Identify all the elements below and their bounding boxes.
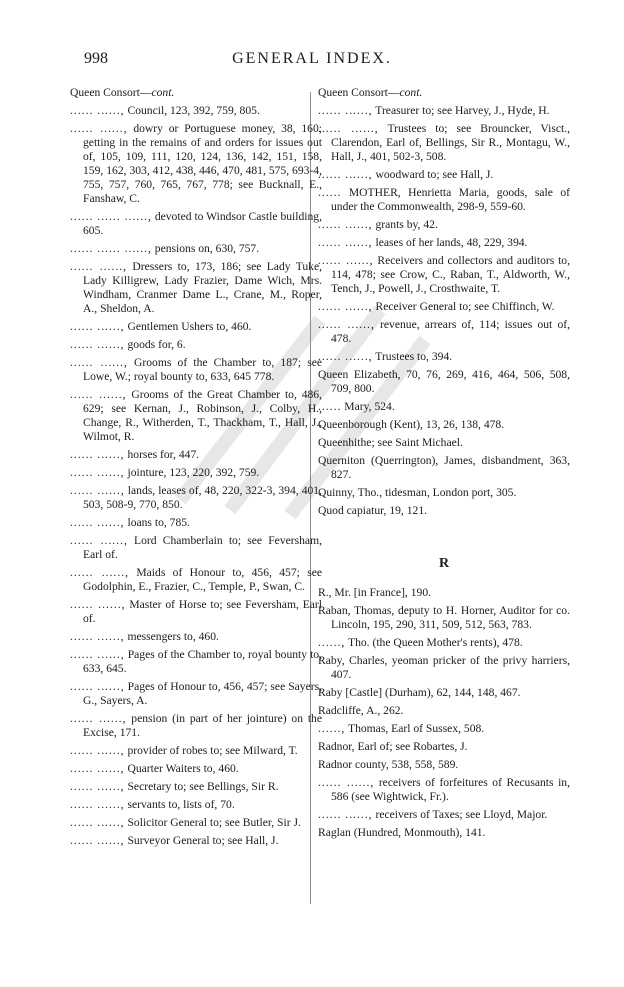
entry-ditto-leader: ...... ......, — [70, 484, 125, 497]
index-entry — [318, 686, 570, 700]
entry-text: Queen Elizabeth, 70, 76, 269, 416, 464, 506, 508, 709, 800. — [318, 368, 570, 395]
index-entry — [318, 808, 570, 822]
index-entry — [70, 484, 322, 512]
index-entry — [318, 654, 570, 682]
entry-ditto-leader: ...... ......, — [70, 388, 127, 401]
index-entry — [70, 744, 322, 758]
index-entry — [70, 762, 322, 776]
entry-ditto-leader: ...... ......, — [318, 776, 375, 789]
index-entry — [70, 798, 322, 812]
index-entry — [70, 122, 322, 206]
index-entry — [70, 648, 322, 676]
entry-text: Surveyor General to; see Hall, J. — [124, 834, 279, 847]
index-entry — [318, 436, 570, 450]
entry-ditto-leader: ...... ......, — [70, 648, 125, 661]
entry-text: Queenhithe; see Saint Michael. — [318, 436, 463, 449]
entry-ditto-leader: ...... ......, — [70, 566, 130, 579]
entry-text: provider of robes to; see Milward, T. — [124, 744, 298, 757]
entry-ditto-leader: ...... ......, — [70, 534, 128, 547]
entry-ditto-leader: ...... ......, — [70, 320, 125, 333]
entry-text: Querniton (Querrington), James, disbandment, 363, 827. — [318, 454, 570, 481]
index-entry — [318, 400, 570, 414]
entry-text: Radcliffe, A., 262. — [318, 704, 404, 717]
entry-ditto-leader: ...... ......, — [318, 254, 374, 267]
index-entry — [318, 454, 570, 482]
entry-ditto-leader: ...... — [318, 400, 342, 413]
entry-text: Quinny, Tho., tidesman, London port, 305. — [318, 486, 517, 499]
index-entry — [70, 260, 322, 316]
entry-ditto-leader: ...... ......, — [70, 516, 125, 529]
index-entry — [318, 318, 570, 346]
entry-text: Raby, Charles, yeoman pricker of the privy harriers, 407. — [318, 654, 570, 681]
entry-text: Receiver General to; see Chiffinch, W. — [372, 300, 555, 313]
index-entry — [70, 320, 322, 334]
index-entry — [70, 834, 322, 848]
index-entry — [318, 722, 570, 736]
entry-ditto-leader: ...... ......, — [70, 680, 125, 693]
index-entry — [70, 534, 322, 562]
page-number: 998 — [84, 50, 108, 67]
entry-ditto-leader: ...... ......, — [70, 834, 125, 847]
entry-ditto-leader: ......, — [318, 722, 346, 735]
entry-text: Council, 123, 392, 759, 805. — [124, 104, 260, 117]
entry-text: messengers to, 460. — [124, 630, 219, 643]
continuation-heading: Queen Consort—cont. — [70, 86, 175, 99]
index-entry — [70, 448, 322, 462]
entry-text: loans to, 785. — [124, 516, 190, 529]
entry-ditto-leader: ...... ......, — [70, 630, 125, 643]
entry-text: Tho. (the Queen Mother's rents), 478. — [345, 636, 523, 649]
entry-text: leases of her lands, 48, 229, 394. — [372, 236, 528, 249]
entry-text: Trustees to, 394. — [372, 350, 453, 363]
index-entry — [70, 566, 322, 594]
entry-text: Raglan (Hundred, Monmouth), 141. — [318, 826, 486, 839]
entry-ditto-leader: ...... ......, — [318, 104, 373, 117]
index-entry — [318, 368, 570, 396]
entry-text: MOTHER, Henrietta Maria, goods, sale of under the Commonwealth, 298-9, 559-60. — [331, 186, 570, 213]
index-entry — [70, 210, 322, 238]
section-letter: R — [438, 556, 450, 571]
entry-ditto-leader: ...... ......, — [70, 104, 125, 117]
entry-text: Trustees to; see Brouncker, Visct., Clarendon, Earl of, Bellings, Sir R., Montagu, W., Hall, J., 401, 502-3, 508. — [331, 122, 571, 163]
entry-text: Maids of Honour to, 456, 457; see Godolphin, E., Frazier, C., Temple, P., Swan, C. — [83, 566, 322, 593]
entry-text: grants by, 42. — [372, 218, 438, 231]
entry-ditto-leader: ...... ......, — [70, 744, 125, 757]
entry-text: servants to, lists of, 70. — [124, 798, 235, 811]
index-entry — [318, 300, 570, 314]
entry-text: Pages of the Chamber to, royal bounty to, 633, 645. — [83, 648, 323, 675]
entry-ditto-leader: ...... ......, — [318, 350, 373, 363]
entry-ditto-leader: ...... ......, — [70, 260, 128, 273]
entry-ditto-leader: ...... ......, — [318, 236, 373, 249]
entry-ditto-leader: ...... ......, — [70, 816, 125, 829]
index-entry — [318, 418, 570, 432]
entry-text: receivers of Taxes; see Lloyd, Major. — [372, 808, 548, 821]
entry-ditto-leader: ...... ......, — [318, 218, 373, 231]
entry-ditto-leader: ...... ...... ......, — [70, 210, 152, 223]
right-column — [318, 86, 570, 844]
entry-text: Dressers to, 173, 186; see Lady Tuke, Lady Killigrew, Lady Frazier, Dame Wich, Mrs. Windham, Cranmer Dame L., Crane, M., Roper, A., Sheldon, A. — [83, 260, 323, 315]
entry-text: Lord Chamberlain to; see Feversham, Earl of. — [83, 534, 322, 561]
entry-ditto-leader: ...... ......, — [318, 168, 373, 181]
entry-ditto-leader: ...... ......, — [70, 122, 128, 135]
entry-text: lands, leases of, 48, 220, 322-3, 394, 401, 503, 508-9, 770, 850. — [83, 484, 323, 511]
entry-text: Solicitor General to; see Butler, Sir J. — [124, 816, 301, 829]
index-entry — [70, 338, 322, 352]
entry-ditto-leader: ...... — [318, 186, 342, 199]
running-head: GENERAL INDEX. — [232, 50, 392, 67]
index-entry — [70, 780, 322, 794]
entry-ditto-leader: ...... ......, — [318, 318, 375, 331]
entry-text: Treasurer to; see Harvey, J., Hyde, H. — [372, 104, 550, 117]
entry-ditto-leader: ...... ......, — [70, 598, 126, 611]
entry-text: Pages of Honour to, 456, 457; see Sayers, G., Sayers, A. — [83, 680, 322, 707]
index-entry — [70, 516, 322, 530]
entry-text: Grooms of the Chamber to, 187; see Lowe, W.; royal bounty to, 633, 645 778. — [83, 356, 322, 383]
index-entry — [70, 712, 322, 740]
index-entry — [318, 636, 570, 650]
index-entry — [318, 168, 570, 182]
entry-text: jointure, 123, 220, 392, 759. — [124, 466, 260, 479]
entry-text: R., Mr. [in France], 190. — [318, 586, 432, 599]
entry-ditto-leader: ...... ......, — [318, 300, 373, 313]
entry-ditto-leader: ...... ......, — [70, 356, 128, 369]
entry-text: Master of Horse to; see Feversham, Earl of. — [83, 598, 323, 625]
index-entry — [318, 604, 570, 632]
entry-text: woodward to; see Hall, J. — [372, 168, 494, 181]
index-entry — [70, 466, 322, 480]
entry-text: Raby [Castle] (Durham), 62, 144, 148, 467. — [318, 686, 521, 699]
entry-text: goods for, 6. — [124, 338, 186, 351]
entry-text: Radnor county, 538, 558, 589. — [318, 758, 459, 771]
entry-ditto-leader: ...... ......, — [318, 122, 379, 135]
entry-ditto-leader: ...... ......, — [318, 808, 373, 821]
index-entry — [318, 776, 570, 804]
entry-text: Thomas, Earl of Sussex, 508. — [345, 722, 485, 735]
entry-text: Quarter Waiters to, 460. — [124, 762, 239, 775]
entry-ditto-leader: ...... ......, — [70, 338, 125, 351]
index-entry — [70, 104, 322, 118]
entry-text: Quod capiatur, 19, 121. — [318, 504, 428, 517]
entry-text: Queenborough (Kent), 13, 26, 138, 478. — [318, 418, 505, 431]
index-entry — [70, 242, 322, 256]
entry-ditto-leader: ...... ......, — [70, 780, 125, 793]
index-entry — [318, 350, 570, 364]
entry-text: pensions on, 630, 757. — [151, 242, 260, 255]
index-entry — [318, 826, 570, 840]
entry-ditto-leader: ...... ...... ......, — [70, 242, 152, 255]
entry-text: Mary, 524. — [341, 400, 395, 413]
entry-text: Radnor, Earl of; see Robartes, J. — [318, 740, 468, 753]
entry-ditto-leader: ...... ......, — [70, 798, 125, 811]
index-entry — [318, 254, 570, 296]
entry-ditto-leader: ...... ......, — [70, 712, 127, 725]
index-entry — [70, 598, 322, 626]
entry-text: devoted to Windsor Castle building, 605. — [83, 210, 322, 237]
index-entry — [318, 704, 570, 718]
index-entry — [318, 486, 570, 500]
index-entry — [318, 218, 570, 232]
index-entry — [318, 586, 570, 600]
index-entry — [318, 122, 570, 164]
page-header — [0, 50, 624, 80]
index-entry — [70, 816, 322, 830]
index-entry — [70, 680, 322, 708]
entry-ditto-leader: ...... ......, — [70, 448, 125, 461]
entry-text: pension (in part of her jointure) on the Excise, 171. — [83, 712, 322, 739]
index-entry — [318, 104, 570, 118]
continuation-heading: Queen Consort—cont. — [318, 86, 423, 99]
index-entry — [318, 504, 570, 518]
index-entry — [70, 356, 322, 384]
entry-text: Grooms of the Great Chamber to, 486, 629; see Kernan, J., Robinson, J., Colby, H., Change, R., Witherden, T., Thackham, T., Hall, J., Wilmot, R. — [83, 388, 322, 443]
entry-ditto-leader: ...... ......, — [70, 762, 125, 775]
index-entry — [70, 630, 322, 644]
entry-text: Secretary to; see Bellings, Sir R. — [124, 780, 279, 793]
entry-ditto-leader: ......, — [318, 636, 346, 649]
entry-text: Receivers and collectors and auditors to, 114, 478; see Crow, C., Raban, T., Aldworth, W., Tench, J., Powell, J., Crosthwaite, T. — [331, 254, 570, 295]
index-entry — [318, 740, 570, 754]
entry-ditto-leader: ...... ......, — [70, 466, 125, 479]
entry-text: horses for, 447. — [124, 448, 200, 461]
entry-text: Raban, Thomas, deputy to H. Horner, Auditor for co. Lincoln, 195, 290, 311, 509, 512, 563, 783. — [318, 604, 570, 631]
index-entry — [318, 186, 570, 214]
index-entry — [318, 758, 570, 772]
entry-text: receivers of forfeitures of Recusants in, 586 (see Wightwick, Fr.). — [331, 776, 571, 803]
entry-text: Gentlemen Ushers to, 460. — [124, 320, 252, 333]
entry-text: revenue, arrears of, 114; issues out of, 478. — [331, 318, 571, 345]
index-entry — [318, 236, 570, 250]
index-entry — [70, 388, 322, 444]
left-column — [70, 86, 322, 852]
entry-text: dowry or Portuguese money, 38, 160; getting in the remains of and orders for issues out of, 105, 109, 111, 120, 124, 136, 142, 151, 158, 159, 162, 303, 412, 438, 446, 470, 481, 575, 693-4, 755, 757, 760, 765, 767, 778; see Bucknall, E., Fanshaw, C. — [83, 122, 323, 205]
